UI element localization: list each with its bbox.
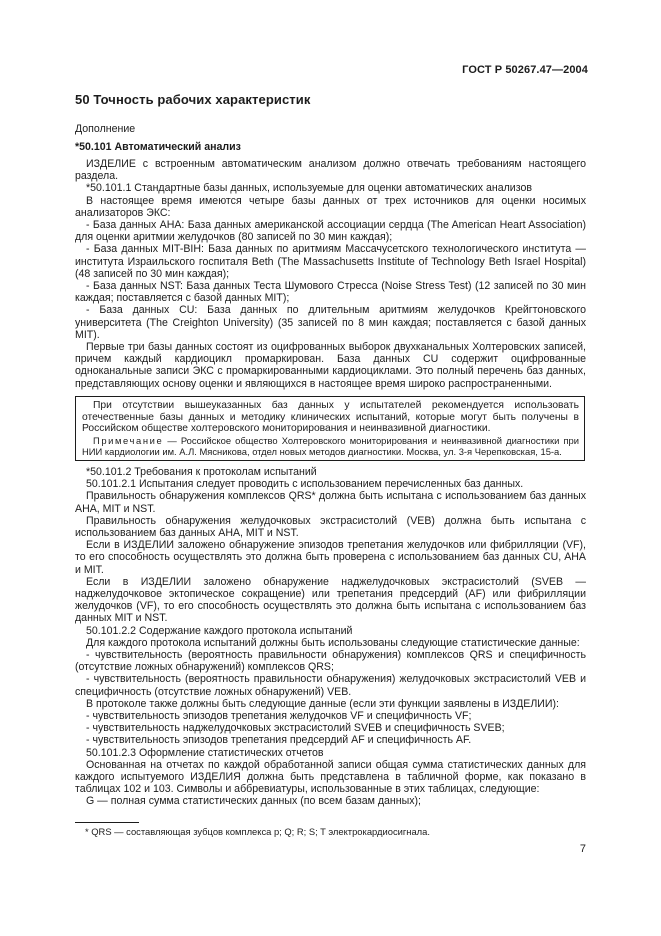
- list-item: - База данных NST: База данных Теста Шумового Стресса (Noise Stress Test) (12 записей по 30 мин каждая; поставляется с базой данных MIT);: [75, 280, 586, 305]
- standard-header: ГОСТ Р 50267.47—2004: [462, 64, 588, 76]
- paragraph: G — полная сумма статистических данных (по всем базам данных);: [86, 795, 422, 808]
- footnote: * QRS — составляющая зубцов комплекса p; Q; R; S; T электрокардиосигнала.: [85, 826, 430, 837]
- subsection-title: *50.101 Автоматический анализ: [75, 141, 241, 153]
- paragraph: Первые три базы данных состоят из оцифрованных выборок двухканальных Холтеровских записей, причем каждый кардиоцикл промаркирован. База данных CU содержит оцифрованные одноканальные записи ЭКС с промаркированными кардиоциклами. Это полный перечень баз данных, представляющих основу оценки и являющихся в настоящее время широко распространенными.: [75, 341, 586, 390]
- list-item: - чувствительность эпизодов трепетания желудочков VF и специфичность VF;: [86, 710, 472, 723]
- body-text-bottom: [75, 466, 586, 808]
- paragraph: ИЗДЕЛИЕ с встроенным автоматическим анализом должно отвечать требованиям настоящего раздела.: [75, 158, 586, 183]
- list-item: - чувствительность (вероятность правильности обнаружения) желудочковых экстрасистолий VEB и специфичность (отсутствие ложных обнаружений) VEB.: [75, 673, 586, 698]
- page-number: 7: [579, 843, 586, 855]
- paragraph: Правильность обнаружения комплексов QRS* должна быть испытана с использованием баз данных AHA, MIT и NST.: [75, 490, 586, 515]
- note-text: При отсутствии вышеуказанных баз данных у испытателей рекомендуется использовать отечественные базы данных и методику клинических испытаний, которые могут быть получены в Российском обществе холтеровского мониторирования и неинвазивной диагностики.: [82, 400, 579, 435]
- list-item: - чувствительность (вероятность правильности обнаружения) комплексов QRS и специфичность (отсутствие ложных обнаружений) комплексов QRS;: [75, 649, 586, 674]
- note-remark-text: — Российское общество Холтеровского мониторирования и неинвазивной диагностики при НИИ кардиологии им. А.Л. Мясникова, отдел новых методов диагностики. Москва, ул. 3-я Черепковская, 15-а.: [82, 434, 580, 457]
- note-remark: [82, 435, 579, 457]
- boxed-note: [75, 396, 585, 461]
- list-item: - База данных MIT-BIH: База данных по аритмиям Массачусетского технологического института — института Израильского госпиталя Beth (The Massachusetts Institute of Technology Beth Israel Hospital) (48 записей по 30 мин каждая);: [75, 243, 586, 280]
- list-item: - чувствительность эпизодов трепетания предсердий AF и специфичность AF.: [86, 734, 472, 747]
- paragraph: Если в ИЗДЕЛИИ заложено обнаружение эпизодов трепетания желудочков или фибрилляции (VF), то его способность осуществлять это должна быть проверена с использованием баз данных CU, AHA и MIT.: [75, 539, 586, 576]
- paragraph: Правильность обнаружения желудочковых экстрасистолий (VEB) должна быть испытана с использованием баз данных AHA, MIT и NST.: [75, 514, 586, 540]
- paragraph: 50.101.2.2 Содержание каждого протокола испытаний: [86, 624, 353, 637]
- paragraph: Для каждого протокола испытаний должны быть использованы следующие статистические данные:: [86, 636, 580, 649]
- list-item: - База данных CU: База данных по длительным аритмиям желудочков Крейгтоновского университета (The Creighton University) (35 записей по 8 мин каждая; поставляется с базой данных MIT).: [75, 304, 586, 341]
- footnote-divider: [75, 822, 139, 823]
- note-label: Примечание: [93, 434, 164, 446]
- body-text-top: [75, 158, 586, 390]
- list-item: - чувствительность наджелудочковых экстрасистолий SVEB и специфичность SVEB;: [86, 722, 505, 735]
- paragraph: В протоколе также должны быть следующие данные (если эти функции заявлены в ИЗДЕЛИИ):: [86, 697, 559, 710]
- paragraph: Основанная на отчетах по каждой обработанной записи общая сумма статистических данных для каждого испытуемого ИЗДЕЛИЯ должна быть представлена в табличной форме, как показано в таблицах 102 и 103. Символы и аббревиатуры, использованные в этих таблицах, следующие:: [75, 758, 586, 796]
- paragraph: *50.101.2 Требования к протоколам испытаний: [86, 466, 317, 478]
- paragraph: 50.101.2.3 Оформление статистических отчетов: [86, 746, 324, 759]
- section-title: 50 Точность рабочих характеристик: [75, 92, 311, 107]
- list-item: - База данных AHA: База данных американской ассоциации сердца (The American Heart Association) для оценки аритмии желудочков (80 записей по 30 мин каждая);: [75, 219, 586, 244]
- addition-label: Дополнение: [75, 123, 136, 135]
- paragraph: В настоящее время имеются четыре базы данных от трех источников для оценки носимых анализаторов ЭКС:: [75, 194, 586, 219]
- paragraph: 50.101.2.1 Испытания следует проводить с использованием перечисленных баз данных.: [86, 478, 524, 491]
- paragraph: *50.101.1 Стандартные базы данных, используемые для оценки автоматических анализов: [86, 182, 532, 195]
- paragraph: Если в ИЗДЕЛИИ заложено обнаружение наджелудочковых экстрасистолий (SVEB — наджелудочковое эктопическое сокращение) или трепетания предсердий (AF) или фибрилляции желудочков (VF), то его способность осуществлять это должна быть испытана с использованием баз данных MIT и NST.: [75, 575, 586, 625]
